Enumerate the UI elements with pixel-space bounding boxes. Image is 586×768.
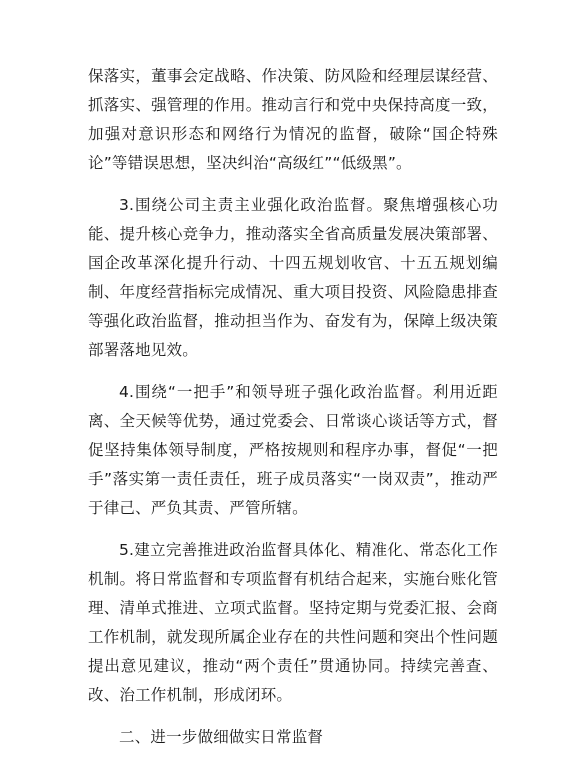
paragraph-continued: 保落实，董事会定战略、作决策、防风险和经理层谋经营、抓落实、强管理的作用。推动言行和党中央保持高度一致，加强对意识形态和网络行为情况的监督，破除“国企特殊论”等错误思想，坚决纠治“高级红”“低级黑”。 (88, 67, 498, 172)
paragraph-item-3: 3.围绕公司主责主业强化政治监督。聚焦增强核心功能、提升核心竞争力，推动落实全省高质量发展决策部署、国企改革深化提升行动、十四五规划收官、十五五规划编制、年度经营指标完成情况、重大项目投资、风险隐患排查等强化政治监督，推动担当作为、奋发有为，保障上级决策部署落地见效。 (88, 196, 498, 359)
paragraph-item-5: 5.建立完善推进政治监督具体化、精准化、常态化工作机制。将日常监督和专项监督有机结合起来，实施台账化管理、清单式推进、立项式监督。坚持定期与党委汇报、会商工作机制，就发现所属企业存在的共性问题和突出个性问题提出意见建议，推动“两个责任”贯通协同。持续完善查、改、治工作机制，形成闭环。 (88, 541, 498, 704)
document-page (88, 62, 498, 768)
paragraph-item-4: 4.围绕“一把手”和领导班子强化政治监督。利用近距离、全天候等优势，通过党委会、日常谈心谈话等方式，督促坚持集体领导制度，严格按规则和程序办事，督促“一把手”落实第一责任责任，班子成员落实“一岗双责”，推动严于律己、严负其责、严管所辖。 (88, 383, 498, 517)
section-heading: 二、进一步做细做实日常监督 (119, 728, 324, 746)
